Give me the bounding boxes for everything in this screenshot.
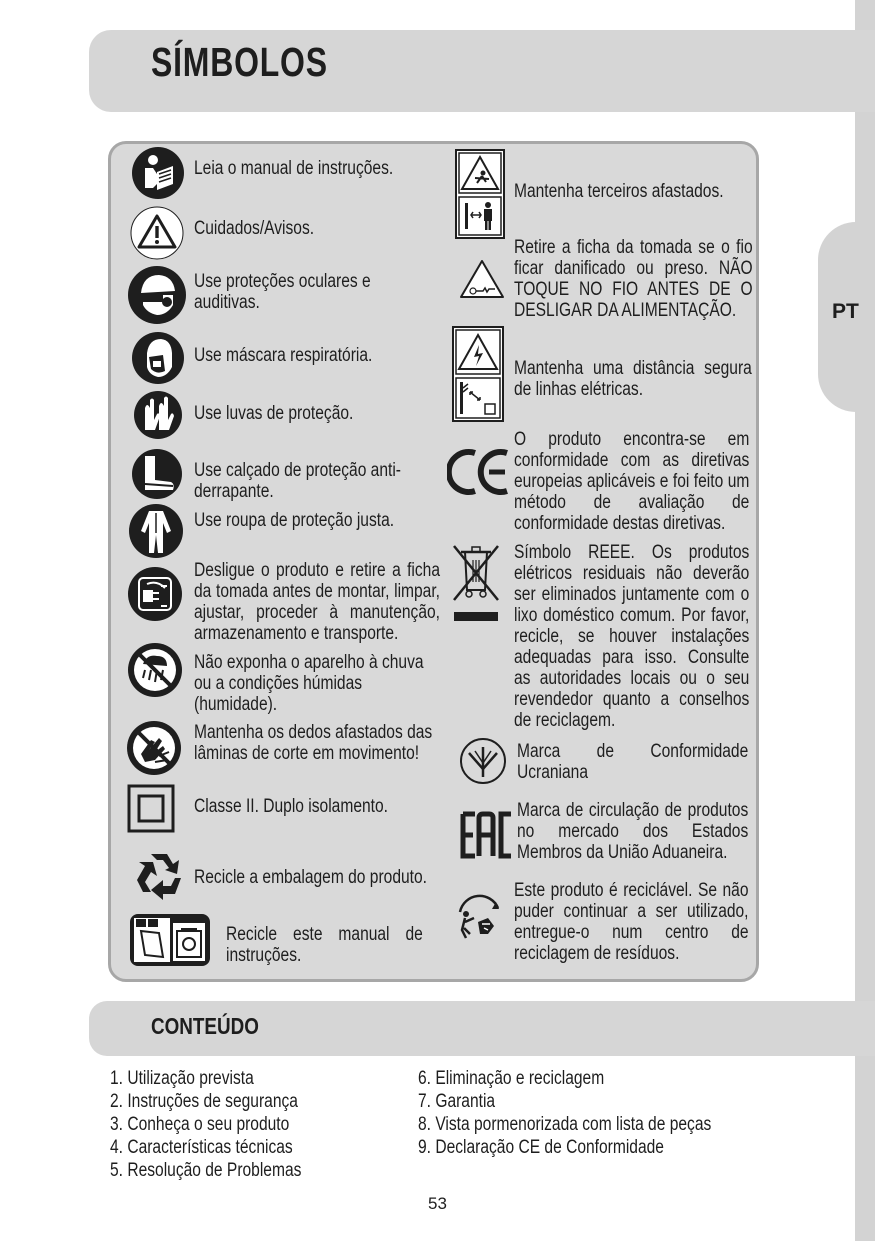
language-tab-label: PT (832, 300, 859, 323)
keep-fingers-away-icon (125, 720, 183, 776)
contents-list-column-2 (418, 1067, 776, 1159)
toc-item: 1. Utilização prevista (110, 1068, 254, 1089)
symbol-text-ce-mark: O produto encontra-se em conformidade com as diretivas europeias aplicáveis e foi feito um método de avaliação de conformidade destas diretivas. (514, 429, 750, 534)
symbol-text-recycle-manual: Recicle este manual de instruções. (226, 924, 423, 966)
symbol-text-ukraine-mark: Marca de Conformidade Ucraniana (517, 741, 749, 783)
recycle-packaging-icon (131, 848, 187, 902)
warning-triangle-icon (129, 206, 185, 260)
toc-item: 4. Características técnicas (110, 1137, 293, 1158)
ce-mark-icon (447, 447, 511, 497)
symbol-text-boots: Use calçado de proteção anti-derrapante. (194, 460, 401, 502)
symbol-text-damaged-cable: Retire a ficha da tomada se o fio ficar danificado ou preso. NÃO TOQUE NO FIO ANTES DE O DESLIGAR DA ALIMENTAÇÃO. (514, 237, 753, 321)
symbol-text-fingers: Mantenha os dedos afastados das lâminas de corte em movimento! (194, 722, 433, 764)
page-number: 53 (428, 1194, 447, 1213)
toc-item: 3. Conheça o seu produto (110, 1114, 290, 1135)
contents-title: CONTEÚDO (151, 1013, 259, 1039)
symbol-text-double-insulation: Classe II. Duplo isolamento. (194, 796, 388, 817)
weee-bin-icon (451, 542, 501, 624)
symbol-text-recycle-packaging: Recicle a embalagem do produto. (194, 867, 427, 888)
symbol-text-power-lines: Mantenha uma distância segura de linhas elétricas. (514, 358, 752, 400)
toc-item: 2. Instruções de segurança (110, 1091, 298, 1112)
symbol-text-read-manual: Leia o manual de instruções. (194, 158, 394, 179)
symbol-text-bystanders: Mantenha terceiros afastados. (514, 181, 724, 202)
no-rain-icon (127, 642, 183, 698)
language-tab (818, 222, 875, 412)
toc-item: 9. Declaração CE de Conformidade (418, 1137, 664, 1158)
toc-item: 8. Vista pormenorizada com lista de peças (418, 1114, 712, 1135)
bystanders-away-icon (455, 149, 505, 239)
eye-ear-protection-icon (127, 265, 187, 325)
symbol-text-recyclable: Este produto é reciclável. Se não puder continuar a ser utilizado, entregue-o num centro de reciclagem de resíduos. (514, 880, 749, 964)
toc-item: 6. Eliminação e reciclagem (418, 1068, 605, 1089)
symbol-text-eac-mark: Marca de circulação de produtos no mercado dos Estados Membros da União Aduaneira. (517, 800, 749, 863)
symbol-text-clothing: Use roupa de proteção justa. (194, 510, 395, 531)
recyclable-product-icon (452, 888, 506, 944)
symbol-text-gloves: Use luvas de proteção. (194, 403, 354, 424)
recycle-manual-icon (129, 913, 211, 967)
contents-list-column-1 (110, 1067, 343, 1182)
page-title: SÍMBOLOS (151, 39, 328, 85)
symbol-text-warnings: Cuidados/Avisos. (194, 218, 315, 239)
symbols-header (89, 30, 875, 112)
contents-header (89, 1001, 875, 1056)
ukraine-conformity-icon (459, 737, 507, 785)
eac-mark-icon (459, 808, 515, 862)
safety-boots-icon (129, 448, 185, 500)
toc-item: 5. Resolução de Problemas (110, 1160, 302, 1181)
symbol-text-unplug: Desligue o produto e retire a ficha da tomada antes de montar, limpar, ajustar, proceder à manutenção, armazenamento e transporte. (194, 560, 440, 644)
symbol-text-respirator: Use máscara respiratória. (194, 345, 373, 366)
power-lines-icon (452, 326, 504, 422)
symbol-text-eye-ear-protection: Use proteções oculares e auditivas. (194, 271, 371, 313)
respirator-mask-icon (131, 331, 185, 385)
read-manual-icon (131, 146, 185, 200)
symbol-text-no-rain: Não exponha o aparelho à chuva ou a condições húmidas (humidade). (194, 652, 424, 715)
symbol-text-weee: Símbolo REEE. Os produtos elétricos residuais não deverão ser eliminados juntamente com o lixo doméstico comum. Por favor, recicle, se houver instalações adequadas para isso. Consulte as autoridades locais ou o seu revendedor quanto a conselhos de reciclagem. (514, 542, 750, 731)
damaged-cable-icon (459, 258, 505, 300)
gloves-icon (131, 390, 185, 440)
unplug-icon (127, 566, 183, 622)
protective-clothing-icon (127, 503, 185, 559)
double-insulation-icon (127, 784, 175, 834)
toc-item: 7. Garantia (418, 1091, 496, 1112)
